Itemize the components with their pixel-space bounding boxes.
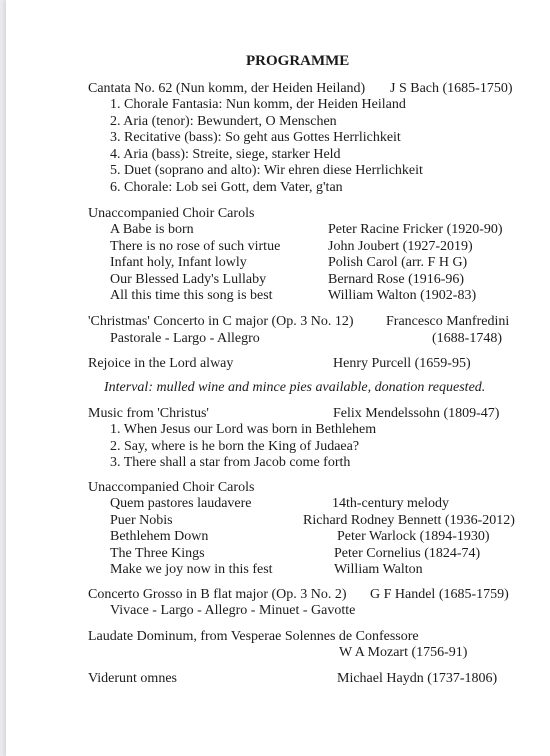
carol-title: A Babe is born — [110, 222, 194, 237]
carol-title: Infant holy, Infant lowly — [110, 255, 247, 270]
bach-composer: J S Bach (1685-1750) — [390, 81, 513, 96]
carols-heading: Unaccompanied Choir Carols — [88, 206, 255, 221]
bach-movement: 1. Chorale Fantasia: Nun komm, der Heiden Heiland — [110, 97, 406, 112]
carol-title: Quem pastores laudavere — [110, 496, 252, 511]
bach-work: Cantata No. 62 (Nun komm, der Heiden Heiland) — [88, 81, 366, 96]
manfredini-dates: (1688-1748) — [432, 331, 502, 346]
carol-composer: Richard Rodney Bennett (1936-2012) — [303, 513, 515, 528]
carol-title: Bethlehem Down — [110, 529, 209, 544]
carol-title: Our Blessed Lady's Lullaby — [110, 272, 267, 287]
bach-movement: 5. Duet (soprano and alto): Wir ehren diese Herrlichkeit — [110, 163, 423, 178]
carols-heading: Unaccompanied Choir Carols — [88, 480, 255, 495]
mozart-work: Laudate Dominum, from Vesperae Solennes de Confessore — [88, 629, 419, 644]
carol-composer: Peter Racine Fricker (1920-90) — [328, 222, 503, 237]
handel-movements: Vivace - Largo - Allegro - Minuet - Gavotte — [110, 603, 356, 618]
carol-composer: Peter Cornelius (1824-74) — [334, 546, 481, 561]
mendelssohn-work: Music from 'Christus' — [88, 406, 209, 421]
haydn-work: Viderunt omnes — [88, 671, 177, 686]
carol-composer: William Walton — [334, 562, 423, 577]
bach-movement: 2. Aria (tenor): Bewundert, O Menschen — [110, 114, 337, 129]
haydn-composer: Michael Haydn (1737-1806) — [337, 671, 498, 686]
carol-composer: Peter Warlock (1894-1930) — [337, 529, 490, 544]
carol-composer: John Joubert (1927-2019) — [328, 239, 473, 254]
manfredini-movements: Pastorale - Largo - Allegro — [110, 331, 260, 346]
carol-composer: William Walton (1902-83) — [328, 288, 477, 303]
mozart-composer: W A Mozart (1756-91) — [339, 645, 468, 660]
bach-movement: 3. Recitative (bass): So geht aus Gottes Herrlichkeit — [110, 130, 401, 145]
carol-title: Make we joy now in this fest — [110, 562, 273, 577]
carol-title: There is no rose of such virtue — [110, 239, 281, 254]
interval-note: Interval: mulled wine and mince pies available, donation requested. — [104, 380, 486, 395]
bach-movement: 4. Aria (bass): Streite, siege, starker Held — [110, 147, 341, 162]
carol-title: Puer Nobis — [110, 513, 173, 528]
carol-composer: Bernard Rose (1916-96) — [328, 272, 465, 287]
carol-title: The Three Kings — [110, 546, 205, 561]
mendelssohn-movement: 3. There shall a star from Jacob come forth — [110, 455, 351, 470]
manfredini-work: 'Christmas' Concerto in C major (Op. 3 No. 12) — [88, 314, 354, 329]
carol-composer: Polish Carol (arr. F H G) — [328, 255, 468, 270]
handel-work: Concerto Grosso in B flat major (Op. 3 No. 2) — [88, 587, 347, 602]
programme-page — [6, 0, 550, 756]
manfredini-composer: Francesco Manfredini — [386, 314, 510, 329]
mendelssohn-movement: 2. Say, where is he born the King of Judaea? — [110, 439, 360, 454]
purcell-composer: Henry Purcell (1659-95) — [333, 356, 471, 371]
mendelssohn-movement: 1. When Jesus our Lord was born in Bethlehem — [110, 422, 377, 437]
page-title: PROGRAMME — [246, 53, 350, 69]
mendelssohn-composer: Felix Mendelssohn (1809-47) — [333, 406, 500, 421]
handel-composer: G F Handel (1685-1759) — [370, 587, 509, 602]
bach-movement: 6. Chorale: Lob sei Gott, dem Vater, g'tan — [110, 180, 343, 195]
carol-title: All this time this song is best — [110, 288, 273, 303]
purcell-work: Rejoice in the Lord alway — [88, 356, 234, 371]
carol-composer: 14th-century melody — [332, 496, 450, 511]
